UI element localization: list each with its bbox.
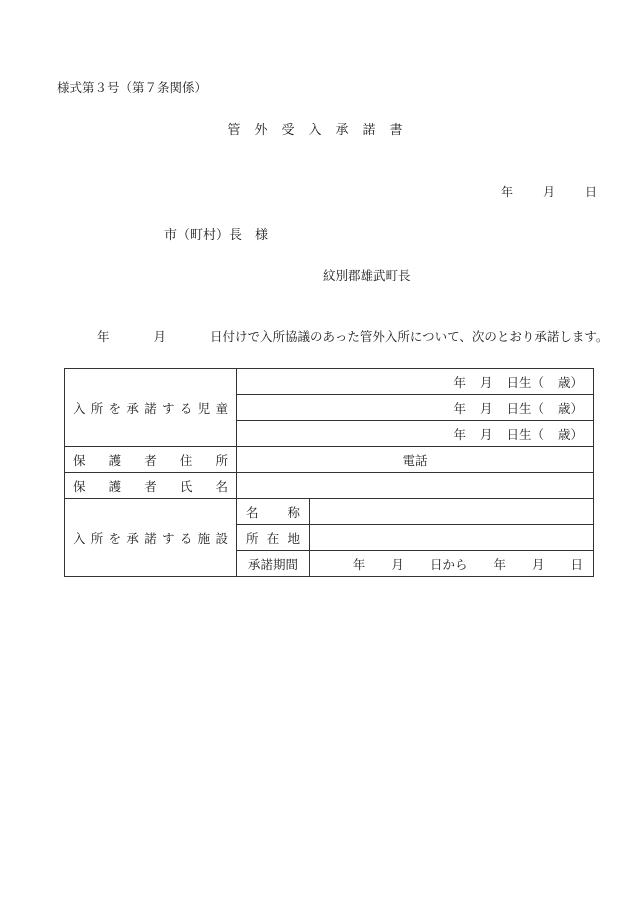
child-day-born: 日生（ [506,426,544,442]
facility-location-label: 所在地 [237,525,310,551]
guardian-address-label: 保護者住所 [65,447,237,473]
body-year: 年 [97,329,110,344]
period-cell[interactable] [310,551,594,577]
child-year: 年 [453,426,466,442]
period-label: 承諾期間 [237,551,310,577]
form-number-label: 様式第３号（第７条関係） [57,80,208,95]
facility-name-label: 名称 [237,499,310,525]
table-row [65,473,594,499]
child-age: 歳） [557,374,583,390]
child-birthdate-cell[interactable] [237,369,594,395]
date-year: 年 [500,185,513,199]
child-age: 歳） [557,426,583,442]
child-age: 歳） [557,400,583,416]
date-line [501,186,597,198]
body-text [97,331,608,344]
sender: 紋別郡雄武町長 [323,268,411,283]
child-birthdate-cell[interactable] [237,421,594,447]
children-label: 入所を承諾する児童 [65,369,237,447]
period-month-end: 月 [531,556,545,572]
period-year-start: 年 [352,556,366,572]
child-birthdate-cell[interactable] [237,395,594,421]
period-day-end: 日 [570,556,583,572]
body-month: 月 [153,329,167,344]
guardian-name-label: 保護者氏名 [65,473,237,499]
facility-label: 入所を承諾する施設 [65,499,237,577]
guardian-name-cell[interactable] [237,473,594,499]
child-month: 月 [479,426,493,442]
child-year: 年 [453,400,466,416]
date-day: 日 [584,185,597,199]
table-row [65,369,594,395]
period-year-end: 年 [493,556,506,572]
child-year: 年 [453,374,466,390]
date-month: 月 [542,185,555,199]
table-row [65,447,594,473]
period-from: 日から [429,556,468,572]
addressee: 市（町村）長 様 [164,228,269,243]
child-month: 月 [479,374,493,390]
facility-name-cell[interactable] [310,499,594,525]
document-title: 管外受入承諾書 [227,123,417,138]
facility-location-cell[interactable] [310,525,594,551]
period-month-start: 月 [391,556,404,572]
child-month: 月 [479,400,493,416]
consent-form-table [64,368,594,577]
table-row [65,499,594,525]
guardian-address-cell[interactable] [237,447,594,473]
phone-label: 電話 [402,452,428,468]
body-sentence: 日付けで入所協議のあった管外入所について、次のとおり承諾します。 [210,329,609,344]
child-day-born: 日生（ [506,400,544,416]
child-day-born: 日生（ [506,374,544,390]
